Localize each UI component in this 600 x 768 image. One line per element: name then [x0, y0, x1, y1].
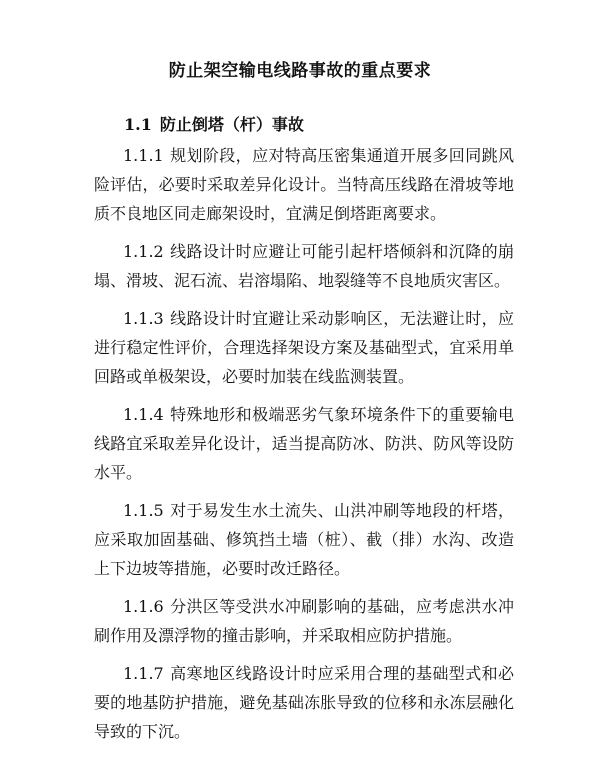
clause-1-1-3 [94, 304, 514, 391]
section-title: 防止倒塔（杆）事故 [159, 115, 304, 134]
clause-number: 1.1.6 [123, 597, 164, 616]
clause-1-1-1 [94, 141, 514, 228]
document-title: 防止架空输电线路事故的重点要求 [168, 61, 432, 81]
clause-text: 线路设计时宜避让采动影响区，无法避让时，应进行稳定性评价，合理选择架设方案及基础型式，宜采用单回路或单极架设，必要时加装在线监测装置。 [94, 309, 514, 386]
clause-text: 对于易发生水土流失、山洪冲刷等地段的杆塔，应采取加固基础、修筑挡土墙（桩）、截（排）水沟、改造上下边坡等措施，必要时改迁路径。 [94, 501, 514, 578]
clause-1-1-2 [94, 237, 514, 295]
clause-1-1-4 [94, 400, 514, 487]
clause-number: 1.1.5 [123, 501, 164, 520]
clause-text: 规划阶段，应对特高压密集通道开展多回同跳风险评估，必要时采取差异化设计。当特高压线路在滑坡等地质不良地区同走廊架设时，宜满足倒塔距离要求。 [94, 146, 514, 223]
clause-number: 1.1.3 [123, 309, 164, 328]
clause-list [94, 141, 514, 755]
clause-text: 线路设计时应避让可能引起杆塔倾斜和沉降的崩塌、滑坡、泥石流、岩溶塌陷、地裂缝等不良地质灾害区。 [94, 242, 514, 290]
clause-number: 1.1.2 [123, 242, 164, 261]
clause-text: 特殊地形和极端恶劣气象环境条件下的重要输电线路宜采取差异化设计，适当提高防冰、防洪、防风等设防水平。 [94, 405, 514, 482]
clause-number: 1.1.7 [123, 664, 164, 683]
clause-text: 分洪区等受洪水冲刷影响的基础，应考虑洪水冲刷作用及漂浮物的撞击影响，并采取相应防护措施。 [94, 597, 514, 645]
section-heading [124, 112, 304, 135]
clause-1-1-7 [94, 659, 514, 746]
clause-number: 1.1.4 [123, 405, 164, 424]
clause-1-1-5 [94, 496, 514, 583]
section-number: 1.1 [124, 115, 152, 134]
clause-number: 1.1.1 [123, 146, 164, 165]
clause-text: 高寒地区线路设计时应采用合理的基础型式和必要的地基防护措施，避免基础冻胀导致的位移和永冻层融化导致的下沉。 [94, 664, 514, 741]
clause-1-1-6 [94, 592, 514, 650]
